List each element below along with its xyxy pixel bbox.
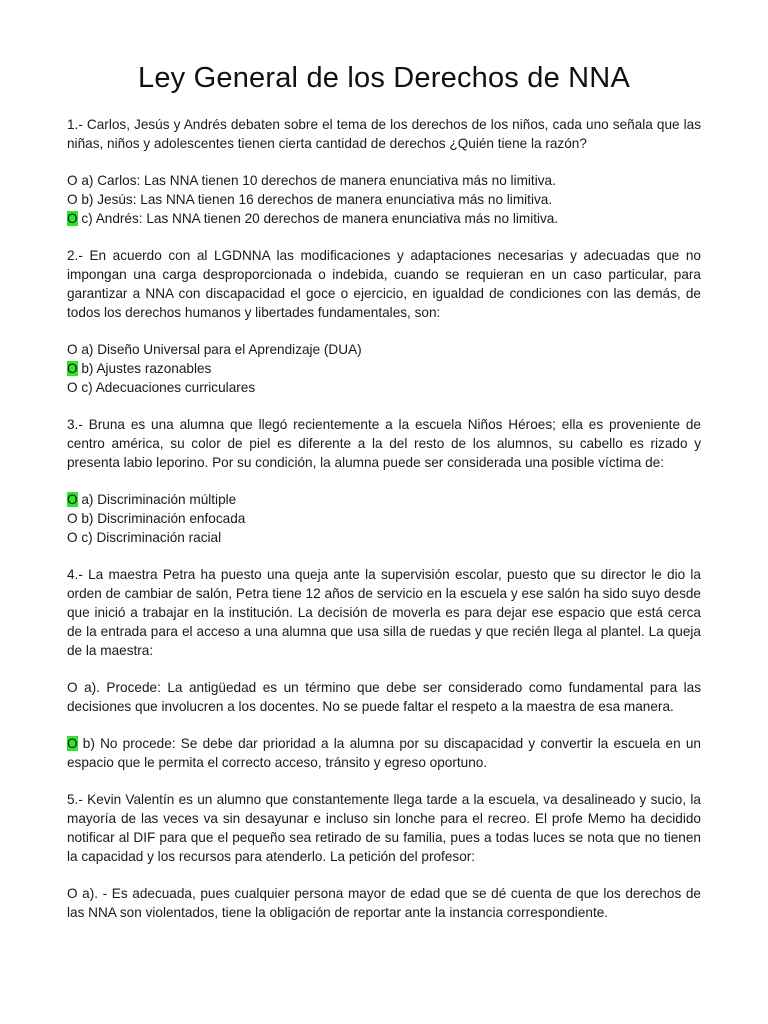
question-block [67,246,701,397]
answer-option[interactable] [67,509,701,528]
question-text: 1.- Carlos, Jesús y Andrés debaten sobre el tema de los derechos de los niños, cada uno señala que las niñas, niños y adolescentes tienen cierta cantidad de derechos ¿Quién tiene la razón? [67,117,701,151]
answer-text: a). - Es adecuada, pues cualquier persona mayor de edad que se dé cuenta de que los derechos de las NNA son violentados, tiene la obligación de reportar ante la instancia correspondiente. [67,886,701,920]
answer-option[interactable] [67,378,701,397]
document-title: Ley General de los Derechos de NNA [138,62,630,94]
answer-text: c) Adecuaciones curriculares [77,380,256,395]
option-group [67,340,701,397]
answer-marker: O [67,511,78,526]
answer-option[interactable] [67,734,701,772]
question-block [67,790,701,922]
answer-text: c) Andrés: Las NNA tienen 20 derechos de manera enunciativa más no limitiva. [77,211,559,226]
answer-option[interactable] [67,490,701,509]
question-block [67,115,701,228]
answer-option[interactable] [67,678,701,716]
question-text: 2.- En acuerdo con al LGDNNA las modificaciones y adaptaciones necesarias y adecuadas que no impongan una carga desproporcionada o indebida, cuando se requieran en un caso particular, para garantizar a NNA con discapacidad el goce o ejercicio, en igualdad de condiciones con las demás, de todos los derechos humanos y libertades fundamentales, son: [67,248,701,320]
answer-marker: O [67,886,78,901]
answer-text: b) Jesús: Las NNA tienen 16 derechos de manera enunciativa más no limitiva. [77,192,553,207]
option-group [67,490,701,547]
selected-answer-marker: O [67,361,78,376]
answer-option[interactable] [67,171,701,190]
answer-text: b) No procede: Se debe dar prioridad a la alumna por su discapacidad y convertir la escuela en un espacio que le permita el correcto acceso, tránsito y egreso oportuno. [67,736,701,770]
option-group [67,171,701,228]
question-text: 4.- La maestra Petra ha puesto una queja ante la supervisión escolar, puesto que su director le dio la orden de cambiar de salón, Petra tiene 12 años de servicio en la escuela y ese salón ha sido suyo desde que inició a trabajar en la institución. La decisión de moverla es para dejar ese espacio que está cerca de la entrada para el acceso a una alumna que usa silla de ruedas y que recién llega al plantel. La queja de la maestra: [67,567,701,658]
answer-marker: O [67,530,78,545]
option-group [67,678,701,716]
answer-text: a) Discriminación múltiple [77,492,237,507]
option-group [67,734,701,772]
question-text: 5.- Kevin Valentín es un alumno que constantemente llega tarde a la escuela, va desalineado y sucio, la mayoría de las veces va sin desayunar e incluso sin lonche para el recreo. El profe Memo ha decidido notificar al DIF para que el pequeño sea retirado de su familia, pues a todas luces se nota que no tienen la capacidad y los recursos para atenderlo. La petición del profesor: [67,792,701,864]
question-list [67,115,701,922]
answer-option[interactable] [67,340,701,359]
answer-option[interactable] [67,359,701,378]
answer-option[interactable] [67,190,701,209]
answer-marker: O [67,342,78,357]
selected-answer-marker: O [67,736,78,751]
option-group [67,884,701,922]
answer-option[interactable] [67,528,701,547]
answer-option[interactable] [67,884,701,922]
answer-text: b) Ajustes razonables [77,361,212,376]
answer-text: a) Diseño Universal para el Aprendizaje (DUA) [77,342,362,357]
answer-text: a). Procede: La antigüedad es un término que debe ser considerado como fundamental para las decisiones que involucren a los docentes. No se puede faltar el respeto a la maestra de esa manera. [67,680,701,714]
question-text: 3.- Bruna es una alumna que llegó recientemente a la escuela Niños Héroes; ella es proveniente de centro américa, su color de piel es diferente a la del resto de los alumnos, su cabello es rizado y presenta labio leporino. Por su condición, la alumna puede ser considerada una posible víctima de: [67,417,701,470]
answer-marker: O [67,680,78,695]
answer-marker: O [67,192,78,207]
answer-text: b) Discriminación enfocada [77,511,246,526]
answer-option[interactable] [67,209,701,228]
answer-text: c) Discriminación racial [77,530,222,545]
question-block [67,565,701,772]
question-block [67,415,701,547]
answer-marker: O [67,380,78,395]
selected-answer-marker: O [67,492,78,507]
selected-answer-marker: O [67,211,78,226]
answer-marker: O [67,173,78,188]
answer-text: a) Carlos: Las NNA tienen 10 derechos de manera enunciativa más no limitiva. [77,173,556,188]
